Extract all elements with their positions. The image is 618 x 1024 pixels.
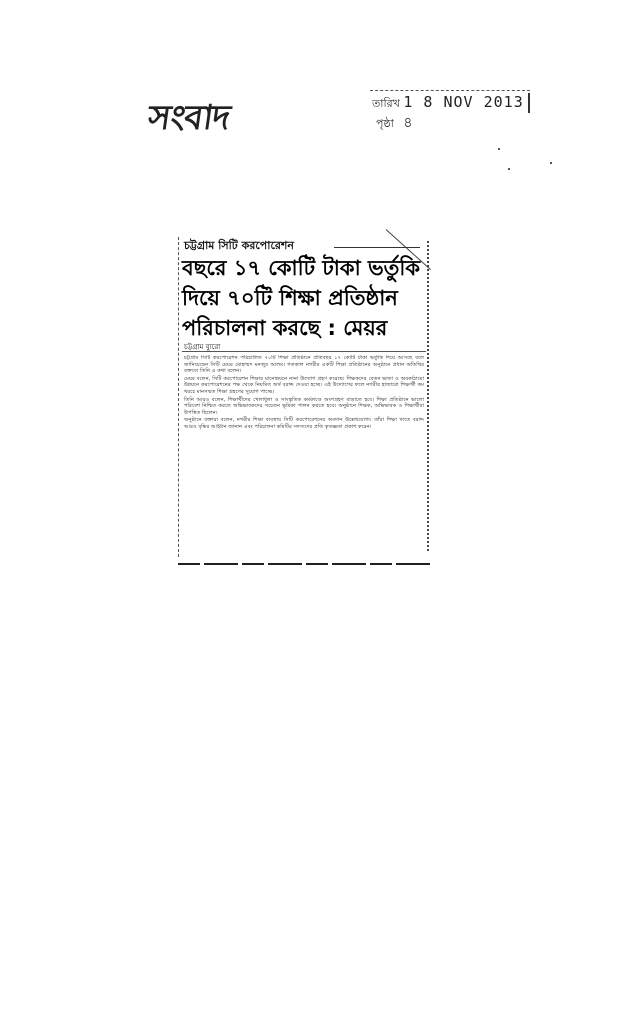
article-kicker: চট্টগ্রাম সিটি করপোরেশন: [184, 239, 294, 252]
date-stamp: [370, 90, 530, 131]
kicker-rule: [334, 247, 420, 248]
headline-line: বছরে ১৭ কোটি টাকা ভর্তুকি: [182, 256, 421, 280]
clip-right-edge: [427, 241, 430, 551]
page-number: ৪: [403, 115, 413, 131]
stamp-date: 1 8 NOV 2013: [403, 93, 524, 111]
body-paragraph: অনুষ্ঠানে বক্তারা বলেন, নগরীর শিক্ষা ব্যবস্থায় সিটি করপোরেশনের অবদান উল্লেখযোগ্য। তাঁরা শিক্ষা খাতে বরাদ্দ আরও বৃদ্ধির আহ্বান জানান এবং পরিচালনা কমিটির সদস্যদের প্রতি কৃতজ্ঞতা প্রকাশ করেন।: [184, 417, 424, 430]
page-row: [376, 111, 412, 135]
article-body: [184, 355, 424, 551]
date-prefix: তারিখ: [372, 97, 400, 110]
clip-bottom-rule: [178, 563, 430, 565]
clip-left-edge: [178, 237, 180, 557]
body-paragraph: তিনি আরও বলেন, শিক্ষার্থীদের খেলাধুলা ও সাংস্কৃতিক কর্মকাণ্ডে অংশগ্রহণ বাড়াতে হবে। শিক্ষা প্রতিষ্ঠানে ভালো পরিবেশ নিশ্চিত করতে অভিভাবকদের সচেতন ভূমিকা পালন করতে হবে। অনুষ্ঠানে শিক্ষক, অভিভাবক ও শিক্ষার্থীরা উপস্থিত ছিলেন।: [184, 396, 424, 416]
scan-speck: [498, 148, 500, 150]
scan-speck: [508, 168, 510, 170]
stamp-mark: [528, 93, 530, 113]
page-label: পৃষ্ঠা: [376, 117, 394, 130]
headline-line: পরিচালনা করছে : মেয়র: [182, 316, 388, 340]
body-paragraph: চট্টগ্রাম সিটি করপোরেশন পরিচালিত ৭০টি শিক্ষা প্রতিষ্ঠানে প্রতিবছর ১৭ কোটি টাকা ভর্তুকি দিয়ে আসছে বলে জানিয়েছেন সিটি মেয়র মোহাম্মদ মনজুর আলম। গতকাল নগরীর একটি শিক্ষা প্রতিষ্ঠানের অনুষ্ঠানে প্রধান অতিথির বক্তব্যে তিনি এ কথা বলেন।: [184, 355, 424, 375]
article-byline: চট্টগ্রাম ব্যুরো: [184, 343, 221, 351]
body-paragraph: মেয়র বলেন, সিটি করপোরেশন শিক্ষার মানোন্নয়নে নানা উদ্যোগ গ্রহণ করেছে। শিক্ষকদের বেতন ভাতা ও অবকাঠামো উন্নয়নে করপোরেশনের পক্ষ থেকে নিয়মিত অর্থ বরাদ্দ দেওয়া হচ্ছে। এই উদ্যোগের ফলে নগরীর হাজারো শিক্ষার্থী কম খরচে মানসম্মত শিক্ষা গ্রহণের সুযোগ পাচ্ছে।: [184, 375, 424, 395]
byline-rule: [182, 351, 426, 352]
article-headline: [182, 253, 426, 343]
headline-line: দিয়ে ৭০টি শিক্ষা প্রতিষ্ঠান: [182, 286, 398, 310]
newspaper-masthead: সংবাদ: [145, 98, 232, 138]
news-clipping: [178, 227, 430, 567]
scan-speck: [550, 162, 552, 164]
